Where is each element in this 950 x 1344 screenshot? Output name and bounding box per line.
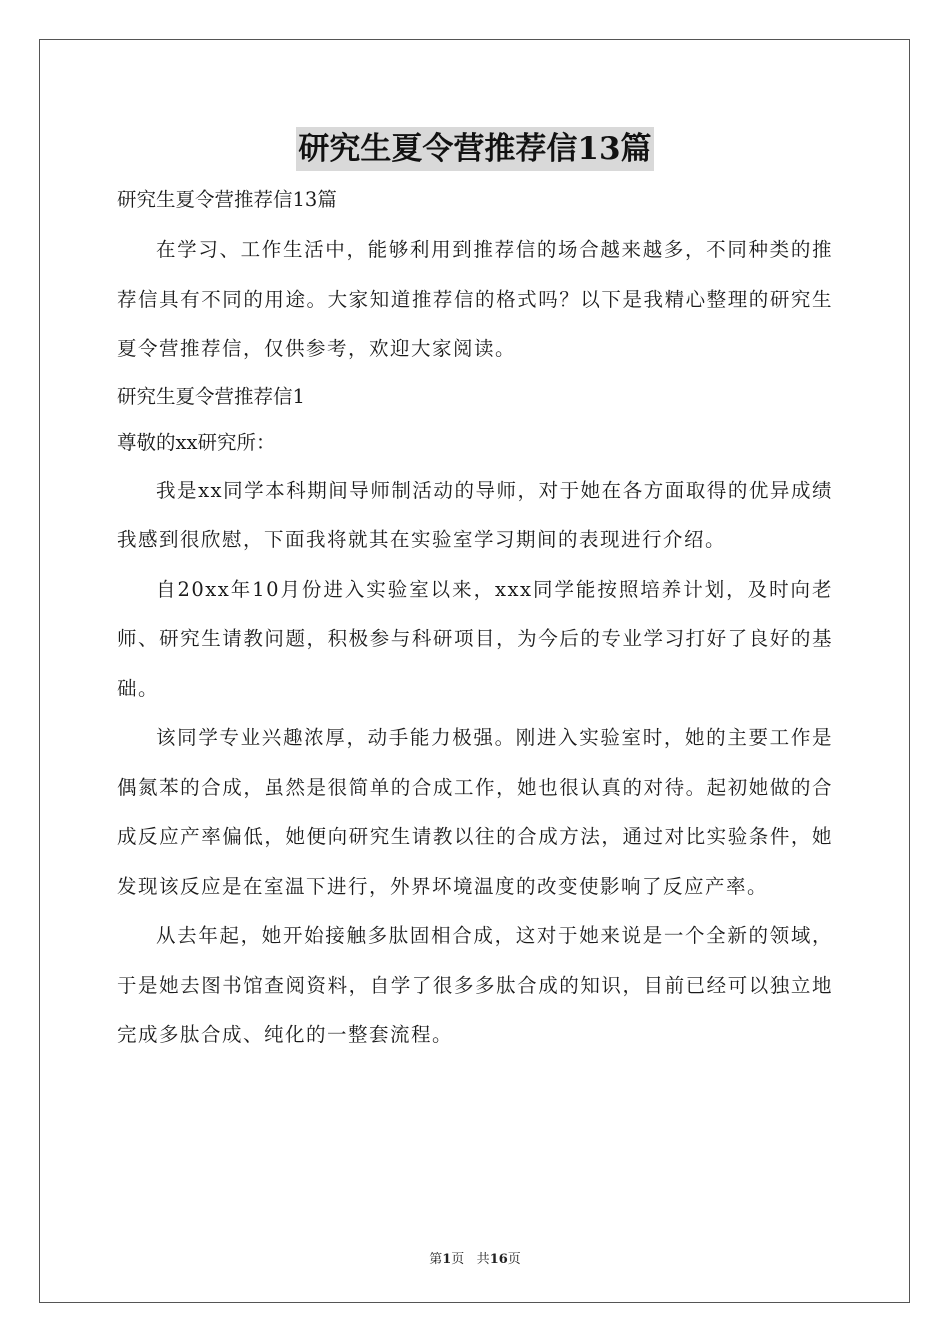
subtitle-line: 研究生夏令营推荐信13篇 [117,188,337,211]
footer-page-number: 1 [442,1252,452,1267]
document-title: 研究生夏令营推荐信13篇 [296,127,653,171]
footer-total-suffix: 页 [507,1252,521,1267]
section-heading: 研究生夏令营推荐信1 [117,384,305,408]
body-paragraph: 自20xx年10月份进入实验室以来，xxx同学能按照培养计划，及时向老师、研究生请教问题，积极参与科研项目，为今后的专业学习打好了良好的基础。 [117,577,833,700]
footer-page-suffix: 页 [451,1252,465,1267]
body-paragraph: 从去年起，她开始接触多肽固相合成，这对于她来说是一个全新的领域，于是她去图书馆查阅资料，自学了很多多肽合成的知识，目前已经可以独立地完成多肽合成、纯化的一整套流程。 [117,924,833,1046]
document-body [117,177,833,1060]
body-paragraph: 该同学专业兴趣浓厚，动手能力极强。刚进入实验室时，她的主要工作是偶氮苯的合成，虽然是很简单的合成工作，她也很认真的对待。起初她做的合成反应产率偏低，她便向研究生请教以往的合成方法，通过对比实验条件，她发现该反应是在室温下进行，外界坏境温度的改变使影响了反应产率。 [117,726,833,898]
title-container [0,127,950,171]
footer-total-prefix: 共 [476,1252,490,1267]
footer-page-prefix: 第 [429,1252,443,1267]
footer-total-pages: 16 [489,1252,508,1267]
body-paragraph: 我是xx同学本科期间导师制活动的导师，对于她在各方面取得的优异成绩我感到很欣慰，下面我将就其在实验室学习期间的表现进行介绍。 [117,478,833,551]
salutation: 尊敬的xx研究所： [117,430,276,454]
intro-paragraph: 在学习、工作生活中，能够利用到推荐信的场合越来越多，不同种类的推荐信具有不同的用途。大家知道推荐信的格式吗？以下是我精心整理的研究生夏令营推荐信，仅供参考，欢迎大家阅读。 [117,238,833,360]
page-footer [0,1248,950,1267]
